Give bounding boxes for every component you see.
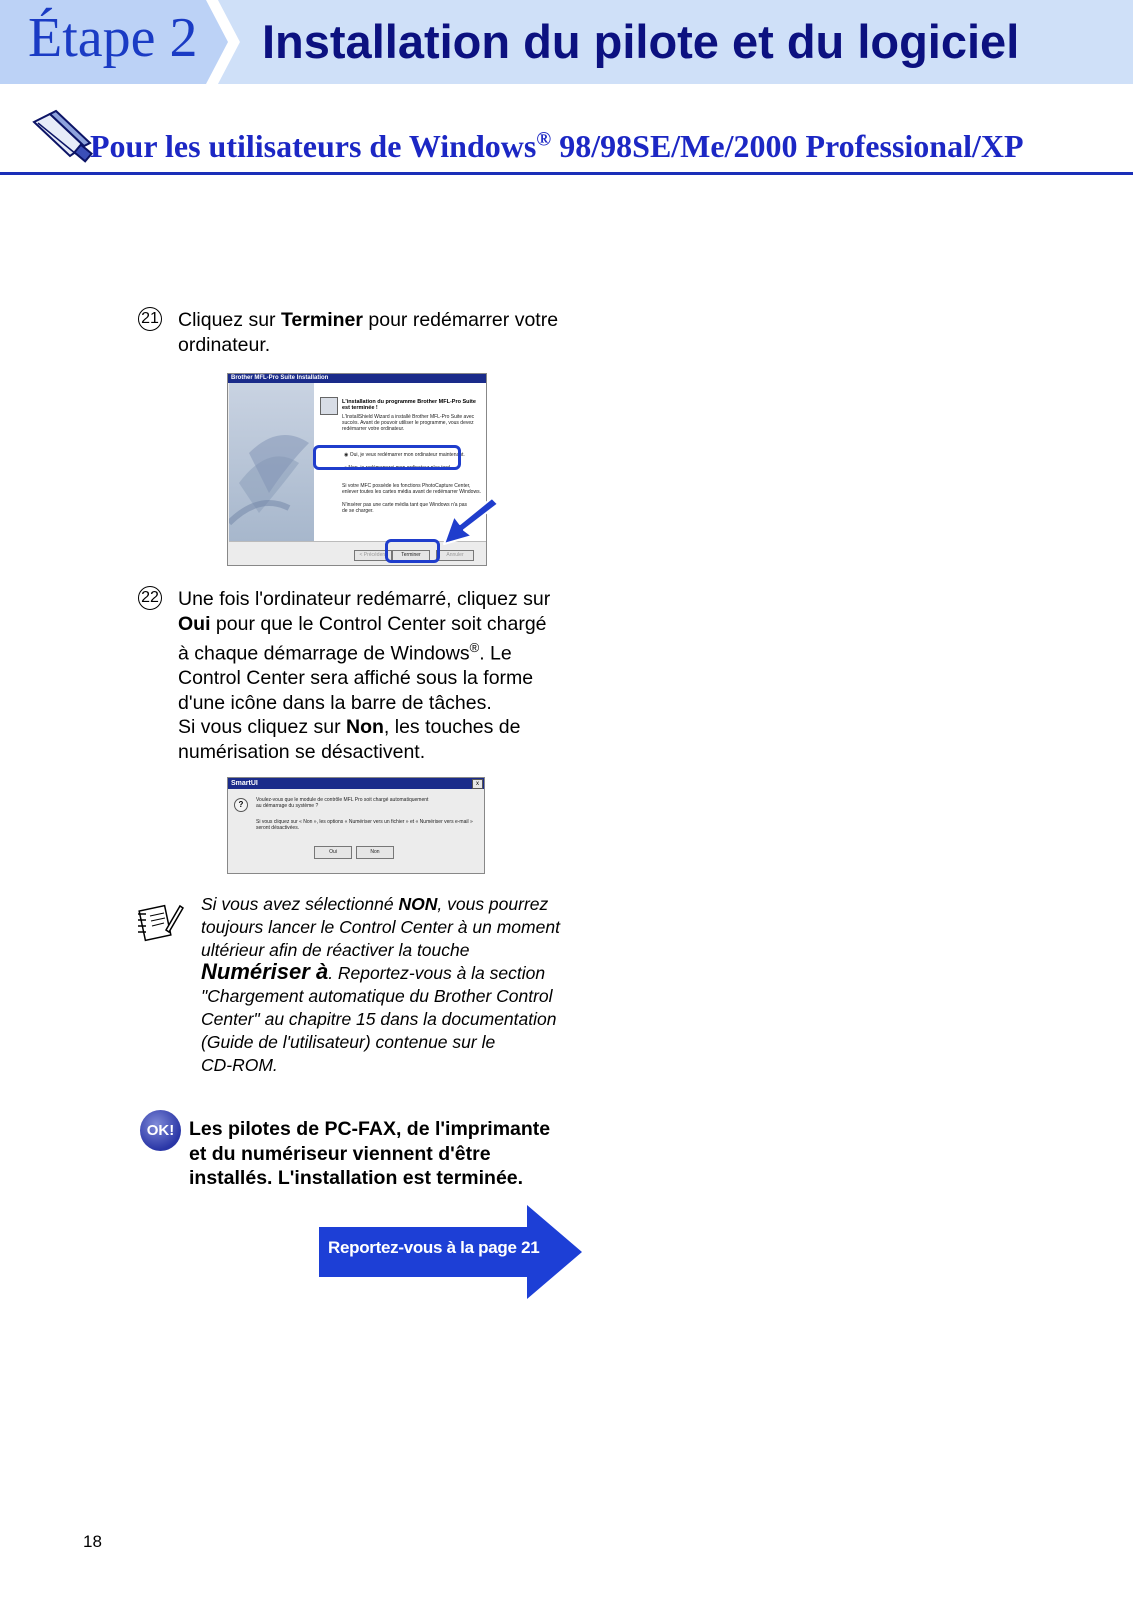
note-line-2: toujours lancer le Control Center à un moment (201, 916, 560, 937)
note-line-4 (201, 961, 560, 985)
installer-warning-3: N'insérer pas une carte média tant que Windows n'a pas (342, 502, 468, 508)
smartui-info-1: Si vous cliquez sur « Non », les options « Numériser vers un fichier » et « Numériser vers e-mail » (256, 819, 473, 825)
step-22-line-6-pre: Si vous cliquez sur (178, 716, 346, 738)
notepad-icon (136, 900, 184, 944)
question-icon: ? (234, 798, 248, 812)
step-22-line-3-post: . Le (479, 642, 512, 665)
ok-line-2: et du numériseur viennent d'être (189, 1142, 491, 1165)
step-22-text (178, 587, 550, 764)
installer-heading-2: est terminée ! (342, 405, 378, 411)
installer-desc-2: succès. Avant de pouvoir utiliser le programme, vous devez (342, 420, 474, 426)
ok-line-1: Les pilotes de PC-FAX, de l'imprimante (189, 1118, 551, 1140)
smartui-question-2: au démarrage du système ? (256, 803, 319, 809)
smartui-question-1: Voulez-vous que le module de contrôle MFL Pro soit chargé automatiquement (256, 797, 429, 803)
step-22-line-3 (178, 636, 550, 666)
step-22-line-3-pre: à chaque démarrage de Windows (178, 642, 470, 665)
note-text (201, 893, 560, 1076)
step-21-text-post: pour redémarrer votre (362, 309, 559, 331)
section-heading (90, 128, 1024, 165)
yes-option-highlight (313, 445, 461, 470)
installer-window-title: Brother MFL-Pro Suite Installation (228, 374, 487, 383)
step-22-line-2-post: pour que le Control Center soit chargé (210, 612, 547, 635)
note-bold-non: NON (398, 894, 438, 914)
pointer-arrow-icon (440, 498, 500, 550)
step-21-text-pre: Cliquez sur (178, 309, 281, 331)
smartui-info-2: seront désactivées. (256, 825, 300, 831)
page-number: 18 (83, 1532, 102, 1551)
smartui-window-title: SmartUI (228, 778, 484, 789)
installer-warning-4: de se charger. (342, 508, 374, 514)
step-22-line-5: d'une icône dans la barre de tâches. (178, 691, 492, 714)
step-22-bold-non: Non (346, 716, 384, 738)
registered-mark: ® (469, 640, 480, 655)
no-button[interactable]: Non (356, 846, 394, 859)
yes-button[interactable]: Oui (314, 846, 352, 859)
installer-desc-3: redémarrer votre ordinateur. (342, 426, 405, 432)
installer-warning-1: Si votre MFC possède les fonctions PhotoCapture Center, (342, 483, 471, 489)
installer-warning-2: enlever toutes les cartes média avant de redémarrer Windows. (342, 489, 481, 495)
installer-graphic-icon (229, 383, 314, 541)
step-21-line-2: ordinateur. (178, 333, 271, 356)
note-line-4-post: . Reportez-vous à la section (328, 963, 546, 984)
option-no-label: Non, je redémarrerai mon ordinateur plus tard. (348, 465, 452, 471)
section-heading-post: 98/98SE/Me/2000 Professional/XP (551, 128, 1024, 164)
note-bold-numeriser: Numériser à (201, 959, 329, 985)
ok-message (189, 1117, 550, 1191)
note-line-3: ultérieur afin de réactiver la touche (201, 939, 470, 960)
header-title: Installation du pilote et du logiciel (262, 15, 1020, 68)
step-21-text (178, 308, 558, 357)
installer-heading-1: L'installation du programme Brother MFL-Pro Suite (342, 399, 476, 405)
step-22-bold-oui: Oui (178, 612, 211, 635)
note-line-5: "Chargement automatique du Brother Control (201, 986, 553, 1007)
computer-icon (320, 397, 338, 415)
back-button[interactable]: < Précédent (354, 550, 392, 561)
step-22-line-2 (178, 612, 550, 637)
note-line-8: CD-ROM. (201, 1054, 278, 1075)
step-22-line-6-post: , les touches de (383, 716, 521, 738)
note-line-7: (Guide de l'utilisateur) contenue sur le (201, 1031, 496, 1052)
installer-desc-1: L'InstallShield Wizard a installé Brother MFL-Pro Suite avec (342, 414, 475, 420)
registered-mark: ® (536, 128, 552, 151)
note-line-1 (201, 893, 560, 916)
section-heading-pre: Pour les utilisateurs de Windows (90, 128, 537, 164)
step-22-line-6 (178, 715, 550, 740)
ok-badge-icon: OK! (140, 1110, 181, 1151)
note-line-1-pre: Si vous avez sélectionné (201, 894, 399, 914)
step-22-line-4: Control Center sera affiché sous la forme (178, 667, 534, 689)
ok-line-3: installés. L'installation est terminée. (189, 1167, 524, 1189)
note-line-6: Center" au chapitre 15 dans la documentation (201, 1008, 557, 1029)
page-link[interactable]: Reportez-vous à la page 21 (328, 1238, 540, 1257)
cancel-button[interactable]: Annuler (436, 550, 474, 561)
step-number-21: 21 (138, 307, 162, 331)
step-22-line-7: numérisation se désactivent. (178, 740, 426, 763)
close-button[interactable]: x (472, 779, 483, 789)
smartui-screenshot (227, 777, 485, 874)
option-yes-radio[interactable]: ◉ Oui, je veux redémarrer mon ordinateur maintenant. (344, 452, 465, 458)
step-21-line-1 (178, 308, 558, 333)
note-line-1-post: , vous pourrez (437, 894, 549, 914)
option-no-radio[interactable]: ○ Non, je redémarrerai mon ordinateur plus tard. (344, 465, 452, 471)
step-21-bold-terminer: Terminer (280, 309, 363, 331)
step-number-22: 22 (138, 586, 162, 610)
step-label: Étape 2 (28, 7, 198, 69)
section-rule (0, 172, 1133, 175)
finish-button[interactable]: Terminer (392, 550, 430, 561)
step-22-line-1: Une fois l'ordinateur redémarré, cliquez sur (178, 588, 551, 610)
finish-button-highlight (385, 539, 440, 563)
installer-side-graphic (229, 383, 314, 541)
option-yes-label: Oui, je veux redémarrer mon ordinateur maintenant. (349, 452, 465, 458)
